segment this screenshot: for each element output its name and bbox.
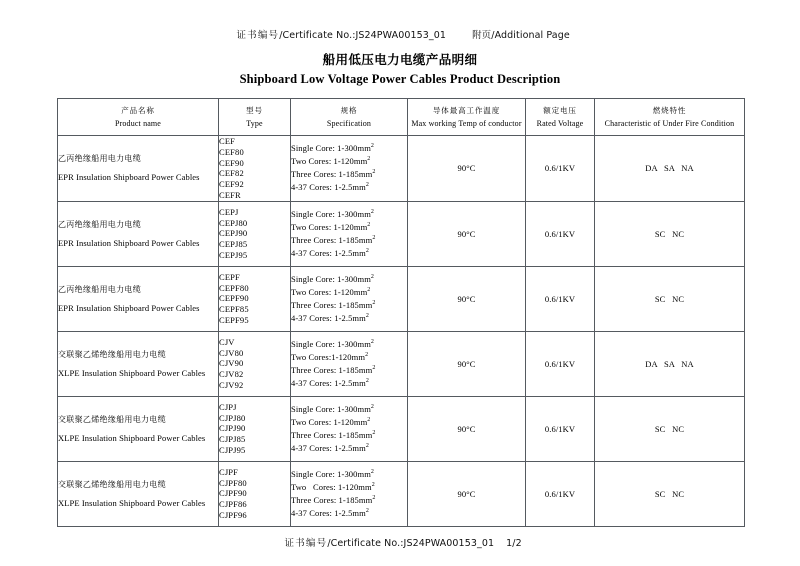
specification-label: Three Cores: 1-185mm [291,364,373,375]
table-row [58,396,745,461]
specification-label: Two Cores: 1-120mm [291,221,368,232]
product-name-cn: 乙丙绝缘船用电力电缆 [58,219,141,229]
cell-specification-list [291,201,408,266]
cell-rated-voltage: 0.6/1KV [526,136,595,202]
column-header-max-temp [408,99,526,136]
specification-unit-exponent: 2 [371,481,375,488]
table-header-row [58,99,745,136]
type-code: CJV92 [219,379,244,390]
specification-label: Two Cores: 1-120mm [291,481,372,492]
type-code: CEF92 [219,179,244,190]
specification-label: Two Cores:1-120mm [291,351,366,362]
cell-type-list [219,461,291,526]
product-name-en: EPR Insulation Shipboard Power Cables [58,172,200,183]
column-header-type [219,99,291,136]
specification-label: 4-37 Cores: 1-2.5mm [291,247,366,258]
header-additional-page-label: 附页/Additional Page [472,30,570,41]
column-header-product-name-en: Product name [114,119,161,128]
header-certificate-label-cn: 证书编号 [236,30,280,41]
cell-max-working-temp: 90°C [408,266,526,331]
specification-label: 4-37 Cores: 1-2.5mm [291,182,366,193]
product-specification-table [57,98,745,527]
cell-type-list [219,136,291,202]
cell-specification-list [291,331,408,396]
specification-line [291,351,407,364]
specification-unit-exponent: 2 [367,416,371,423]
document-footer [0,524,800,549]
specification-label: Single Core: 1-300mm [291,143,371,154]
specification-unit-exponent: 2 [365,507,369,514]
specification-label: 4-37 Cores: 1-2.5mm [291,442,366,453]
table-body [58,136,745,527]
column-header-product-name [58,99,219,136]
type-code: CEPJ [219,206,239,217]
type-code: CJPJ80 [219,412,246,423]
product-table-container [57,98,744,527]
column-header-fire-characteristic [595,99,745,136]
specification-unit-exponent: 2 [372,494,376,501]
specification-line [291,442,407,455]
column-header-rated-voltage-en: Rated Voltage [536,119,584,128]
specification-unit-exponent: 2 [370,403,375,410]
footer-certificate-number: /Certificate No.:JS24PWA00153_01 [327,538,495,549]
specification-label: Single Core: 1-300mm [291,468,371,479]
type-code: CEPF [219,271,240,282]
cell-product-name [58,461,219,526]
cell-fire-characteristic: DA SA NA [595,136,745,202]
specification-unit-exponent: 2 [365,442,369,449]
table-row [58,331,745,396]
type-code: CEF [219,136,236,146]
table-row [58,201,745,266]
type-code: CEPF80 [219,282,249,293]
type-code: CJV90 [219,358,244,369]
specification-label: 4-37 Cores: 1-2.5mm [291,507,366,518]
specification-line [291,155,407,168]
cell-type-list [219,331,291,396]
specification-unit-exponent: 2 [370,208,375,215]
cell-fire-characteristic: SC NC [595,396,745,461]
specification-unit-exponent: 2 [370,273,375,280]
specification-unit-exponent: 2 [372,234,376,241]
type-code: CJPF [219,466,239,477]
type-code: CEPF95 [219,314,249,325]
specification-line [291,273,407,286]
specification-label: 4-37 Cores: 1-2.5mm [291,377,366,388]
cell-specification-list [291,396,408,461]
product-name-cn: 交联聚乙烯绝缘船用电力电缆 [58,479,166,489]
type-code: CEFR [219,189,241,200]
specification-line [291,403,407,416]
specification-unit-exponent: 2 [370,338,375,345]
product-name-cn: 交联聚乙烯绝缘船用电力电缆 [58,349,166,359]
table-header [58,99,745,136]
cell-max-working-temp: 90°C [408,331,526,396]
cell-rated-voltage: 0.6/1KV [526,201,595,266]
specification-unit-exponent: 2 [372,169,376,176]
specification-line [291,429,407,442]
page-title [0,52,800,88]
type-code: CJV [219,336,235,347]
document-header [0,16,800,41]
table-row [58,461,745,526]
cell-fire-characteristic: SC NC [595,201,745,266]
specification-unit-exponent: 2 [370,468,375,475]
specification-label: Two Cores: 1-120mm [291,156,368,167]
specification-label: Single Core: 1-300mm [291,208,371,219]
type-code: CEPJ85 [219,239,248,250]
type-code: CEPJ90 [219,228,248,239]
specification-label: Three Cores: 1-185mm [291,234,373,245]
specification-label: Two Cores: 1-120mm [291,416,368,427]
specification-line [291,481,407,494]
column-header-rated-voltage [526,99,595,136]
type-code: CJPJ95 [219,444,246,455]
specification-unit-exponent: 2 [372,299,376,306]
column-header-specification-en: Specification [326,119,372,128]
cell-max-working-temp: 90°C [408,201,526,266]
column-header-product-name-cn: 产品名称 [121,106,155,115]
specification-label: Single Core: 1-300mm [291,403,371,414]
cell-max-working-temp: 90°C [408,396,526,461]
product-name-cn: 乙丙绝缘船用电力电缆 [58,154,141,164]
specification-line [291,286,407,299]
specification-line [291,142,407,155]
type-code: CEPJ80 [219,217,248,228]
type-code: CJPF86 [219,499,247,510]
specification-unit-exponent: 2 [365,247,369,254]
specification-unit-exponent: 2 [365,312,369,319]
column-header-type-cn: 型号 [246,106,263,115]
cell-product-name [58,136,219,202]
type-code: CEPF90 [219,293,249,304]
specification-label: Single Core: 1-300mm [291,338,371,349]
cell-product-name [58,201,219,266]
page-title-en: Shipboard Low Voltage Power Cables Product Description [239,72,561,86]
cell-rated-voltage: 0.6/1KV [526,396,595,461]
cell-fire-characteristic: DA SA NA [595,331,745,396]
specification-line [291,247,407,260]
cell-fire-characteristic: SC NC [595,266,745,331]
specification-label: Single Core: 1-300mm [291,273,371,284]
product-name-cn: 交联聚乙烯绝缘船用电力电缆 [58,414,166,424]
cell-specification-list [291,136,408,202]
type-code: CJPJ [219,401,237,412]
cell-specification-list [291,461,408,526]
cell-product-name [58,396,219,461]
type-code: CJPF96 [219,509,247,520]
column-header-specification [291,99,408,136]
product-name-en: EPR Insulation Shipboard Power Cables [58,237,200,248]
column-header-fire-characteristic-en: Characteristic of Under Fire Condition [604,119,735,128]
product-name-en: XLPE Insulation Shipboard Power Cables [58,432,206,443]
cell-rated-voltage: 0.6/1KV [526,266,595,331]
type-code: CEF82 [219,168,244,179]
cell-type-list [219,266,291,331]
product-name-cn: 乙丙绝缘船用电力电缆 [58,284,141,294]
table-row [58,266,745,331]
cell-product-name [58,331,219,396]
specification-line [291,168,407,181]
cell-max-working-temp: 90°C [408,136,526,202]
type-code: CJPJ85 [219,434,246,445]
product-name-en: EPR Insulation Shipboard Power Cables [58,302,200,313]
specification-label: Three Cores: 1-185mm [291,429,373,440]
type-code: CEF80 [219,146,244,157]
footer-certificate-label-cn: 证书编号 [284,538,328,549]
product-name-en: XLPE Insulation Shipboard Power Cables [58,497,206,508]
specification-unit-exponent: 2 [370,143,375,150]
cell-rated-voltage: 0.6/1KV [526,461,595,526]
specification-unit-exponent: 2 [372,429,376,436]
specification-unit-exponent: 2 [365,377,369,384]
specification-line [291,377,407,390]
specification-line [291,234,407,247]
type-code: CEPF85 [219,304,249,315]
column-header-max-temp-cn: 导体最高工作温度 [432,106,501,115]
cell-specification-list [291,266,408,331]
cell-fire-characteristic: SC NC [595,461,745,526]
column-header-fire-characteristic-cn: 燃烧特性 [652,106,687,115]
specification-unit-exponent: 2 [367,286,371,293]
cell-rated-voltage: 0.6/1KV [526,331,595,396]
specification-unit-exponent: 2 [367,221,371,228]
specification-label: Three Cores: 1-185mm [291,494,373,505]
specification-unit-exponent: 2 [372,364,376,371]
column-header-max-temp-en: Max working Temp of conductor [411,119,522,128]
page-title-cn: 船用低压电力电缆产品明细 [322,52,478,67]
header-certificate-number: /Certificate No.:JS24PWA00153_01 [279,30,447,41]
specification-line [291,299,407,312]
type-code: CJPJ90 [219,423,246,434]
specification-label: Two Cores: 1-120mm [291,286,368,297]
column-header-type-en: Type [246,119,263,128]
table-row [58,136,745,202]
type-code: CJPF80 [219,477,247,488]
cell-product-name [58,266,219,331]
specification-line [291,416,407,429]
specification-line [291,364,407,377]
type-code: CJV80 [219,347,244,358]
specification-unit-exponent: 2 [365,182,369,189]
product-name-en: XLPE Insulation Shipboard Power Cables [58,367,206,378]
specification-line [291,181,407,194]
type-code: CEF90 [219,157,244,168]
specification-line [291,312,407,325]
cell-type-list [219,201,291,266]
type-code: CJPF90 [219,488,247,499]
specification-line [291,338,407,351]
specification-line [291,221,407,234]
type-code: CJV82 [219,369,244,380]
specification-label: Three Cores: 1-185mm [291,169,373,180]
specification-line [291,507,407,520]
specification-unit-exponent: 2 [365,351,369,358]
column-header-specification-cn: 规格 [340,106,358,115]
specification-line [291,468,407,481]
specification-label: Three Cores: 1-185mm [291,299,373,310]
specification-line [291,494,407,507]
cell-type-list [219,396,291,461]
specification-line [291,208,407,221]
type-code: CEPJ95 [219,249,248,260]
footer-page-number: 1/2 [506,538,522,549]
cell-max-working-temp: 90°C [408,461,526,526]
specification-unit-exponent: 2 [367,156,371,163]
column-header-rated-voltage-cn: 额定电压 [543,106,577,115]
specification-label: 4-37 Cores: 1-2.5mm [291,312,366,323]
